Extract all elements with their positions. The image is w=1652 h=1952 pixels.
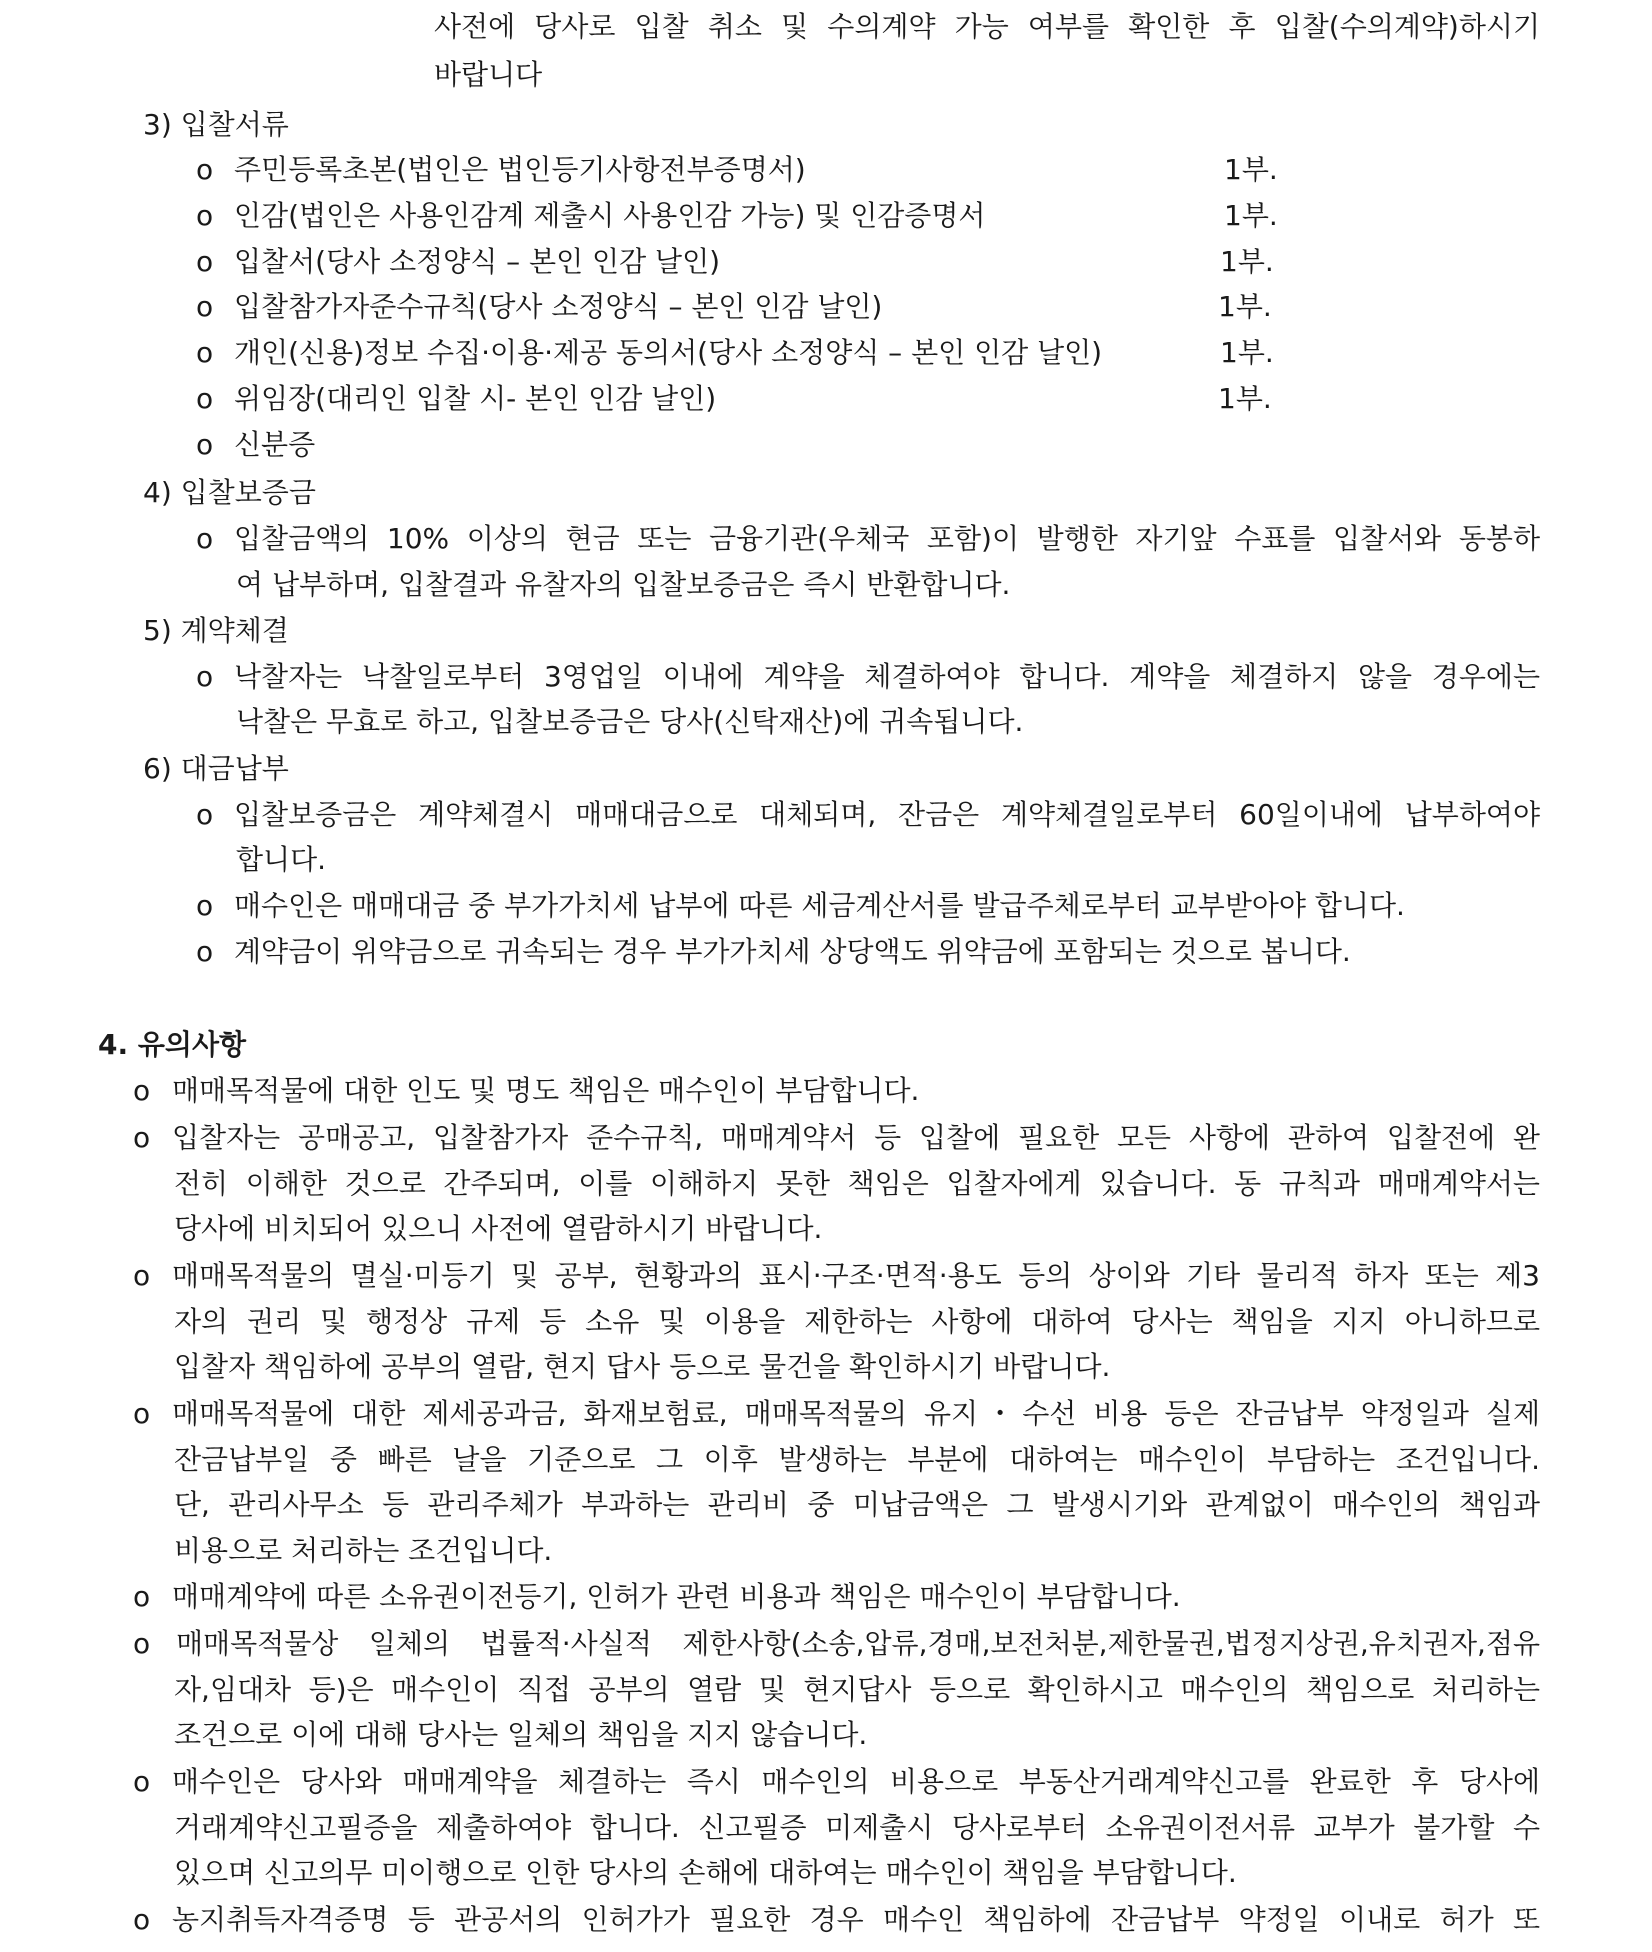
doc-item-2-count: 1부. <box>1224 199 1278 232</box>
bullet-marker: o <box>196 660 214 693</box>
note-7-line-3: 있으며 신고의무 미이행으로 인한 당사의 손해에 대하여는 매수인이 책임을 부담합니다. <box>174 1856 1237 1889</box>
intro-line-2: 바랍니다 <box>434 58 543 91</box>
bullet-marker: o <box>133 1397 151 1430</box>
doc-item-3: 입찰서(당사 소정양식 – 본인 인감 날인) <box>234 245 721 278</box>
bullet-marker: o <box>196 889 214 922</box>
bullet-marker: o <box>133 1259 151 1292</box>
section-3-heading: 3) 입찰서류 <box>143 108 289 141</box>
bullet-marker: o <box>133 1121 151 1154</box>
note-3-line-1: 매매목적물의 멸실·미등기 및 공부, 현황과의 표시·구조·면적·용도 등의 상이와 기타 물리적 하자 또는 제3 <box>172 1259 1540 1292</box>
note-4-line-3: 단, 관리사무소 등 관리주체가 부과하는 관리비 중 미납금액은 그 발생시기와 관계없이 매수인의 책임과 <box>174 1488 1540 1521</box>
bullet-marker: o <box>133 1765 151 1798</box>
bullet-marker: o <box>196 382 214 415</box>
bullet-marker: o <box>196 199 214 232</box>
bullet-marker: o <box>133 1580 151 1613</box>
payment-a-line-1: 입찰보증금은 계약체결시 매매대금으로 대체되며, 잔금은 계약체결일로부터 60일이내에 납부하여야 <box>234 798 1540 831</box>
doc-item-4: 입찰참가자준수규칙(당사 소정양식 – 본인 인감 날인) <box>234 290 883 323</box>
note-5: 매매계약에 따른 소유권이전등기, 인허가 관련 비용과 책임은 매수인이 부담합니다. <box>172 1580 1181 1613</box>
bullet-marker: o <box>196 336 214 369</box>
note-7-line-1: 매수인은 당사와 매매계약을 체결하는 즉시 매수인의 비용으로 부동산거래계약신고를 완료한 후 당사에 <box>172 1765 1540 1798</box>
notes-heading: 4. 유의사항 <box>98 1028 247 1061</box>
note-4-line-4: 비용으로 처리하는 조건입니다. <box>174 1534 553 1567</box>
note-6-line-1: 매매목적물상 일체의 법률적·사실적 제한사항(소송,압류,경매,보전처분,제한물권,법정지상권,유치권자,점유 <box>176 1627 1540 1660</box>
doc-item-6: 위임장(대리인 입찰 시- 본인 인감 날인) <box>234 382 717 415</box>
bullet-marker: o <box>133 1903 151 1936</box>
doc-item-4-count: 1부. <box>1218 290 1272 323</box>
bullet-marker: o <box>196 428 214 461</box>
note-2-line-2: 전히 이해한 것으로 간주되며, 이를 이해하지 못한 책임은 입찰자에게 있습니다. 동 규칙과 매매계약서는 <box>174 1167 1540 1200</box>
doc-item-5: 개인(신용)정보 수집·이용·제공 동의서(당사 소정양식 – 본인 인감 날인) <box>234 336 1103 369</box>
deposit-line-1: 입찰금액의 10% 이상의 현금 또는 금융기관(우체국 포함)이 발행한 자기앞 수표를 입찰서와 동봉하 <box>234 522 1540 555</box>
bullet-marker: o <box>196 245 214 278</box>
payment-c: 계약금이 위약금으로 귀속되는 경우 부가가치세 상당액도 위약금에 포함되는 것으로 봅니다. <box>234 935 1351 968</box>
bullet-marker: o <box>196 798 214 831</box>
bullet-marker: o <box>196 153 214 186</box>
bullet-marker: o <box>196 935 214 968</box>
note-4-line-2: 잔금납부일 중 빠른 날을 기준으로 그 이후 발생하는 부분에 대하여는 매수인이 부담하는 조건입니다. <box>174 1443 1540 1476</box>
note-8-line-1: 농지취득자격증명 등 관공서의 인허가가 필요한 경우 매수인 책임하에 잔금납부 약정일 이내로 허가 또 <box>172 1903 1540 1936</box>
note-3-line-2: 자의 권리 및 행정상 규제 등 소유 및 이용을 제한하는 사항에 대하여 당사는 책임을 지지 아니하므로 <box>174 1305 1540 1338</box>
intro-line-1: 사전에 당사로 입찰 취소 및 수의계약 가능 여부를 확인한 후 입찰(수의계약)하시기 <box>434 10 1540 43</box>
note-4-line-1: 매매목적물에 대한 제세공과금, 화재보험료, 매매목적물의 유지・수선 비용 등은 잔금납부 약정일과 실제 <box>172 1397 1540 1430</box>
note-6-line-3: 조건으로 이에 대해 당사는 일체의 책임을 지지 않습니다. <box>174 1718 868 1751</box>
deposit-line-2: 여 납부하며, 입찰결과 유찰자의 입찰보증금은 즉시 반환합니다. <box>236 568 1011 601</box>
doc-item-3-count: 1부. <box>1220 245 1274 278</box>
section-6-heading: 6) 대금납부 <box>143 752 289 785</box>
doc-item-6-count: 1부. <box>1218 382 1272 415</box>
contract-line-1: 낙찰자는 낙찰일로부터 3영업일 이내에 계약을 체결하여야 합니다. 계약을 체결하지 않을 경우에는 <box>234 660 1540 693</box>
payment-a-line-2: 합니다. <box>236 843 327 876</box>
doc-item-7: 신분증 <box>234 428 316 461</box>
doc-item-2: 인감(법인은 사용인감계 제출시 사용인감 가능) 및 인감증명서 <box>234 199 986 232</box>
doc-item-5-count: 1부. <box>1220 336 1274 369</box>
section-4-heading: 4) 입찰보증금 <box>143 476 316 509</box>
bullet-marker: o <box>133 1627 151 1660</box>
note-1: 매매목적물에 대한 인도 및 명도 책임은 매수인이 부담합니다. <box>172 1074 920 1107</box>
bullet-marker: o <box>196 522 214 555</box>
payment-b: 매수인은 매매대금 중 부가가치세 납부에 따른 세금계산서를 발급주체로부터 교부받아야 합니다. <box>234 889 1405 922</box>
note-3-line-3: 입찰자 책임하에 공부의 열람, 현지 답사 등으로 물건을 확인하시기 바랍니다. <box>174 1350 1111 1383</box>
contract-line-2: 낙찰은 무효로 하고, 입찰보증금은 당사(신탁재산)에 귀속됩니다. <box>236 705 1024 738</box>
bullet-marker: o <box>196 290 214 323</box>
note-7-line-2: 거래계약신고필증을 제출하여야 합니다. 신고필증 미제출시 당사로부터 소유권이전서류 교부가 불가할 수 <box>174 1811 1540 1844</box>
bullet-marker: o <box>133 1074 151 1107</box>
section-5-heading: 5) 계약체결 <box>143 614 289 647</box>
note-6-line-2: 자,임대차 등)은 매수인이 직접 공부의 열람 및 현지답사 등으로 확인하시고 매수인의 책임으로 처리하는 <box>174 1673 1540 1706</box>
doc-item-1-count: 1부. <box>1224 153 1278 186</box>
note-2-line-1: 입찰자는 공매공고, 입찰참가자 준수규칙, 매매계약서 등 입찰에 필요한 모든 사항에 관하여 입찰전에 완 <box>172 1121 1540 1154</box>
note-2-line-3: 당사에 비치되어 있으니 사전에 열람하시기 바랍니다. <box>174 1212 823 1245</box>
doc-item-1: 주민등록초본(법인은 법인등기사항전부증명서) <box>234 153 806 186</box>
